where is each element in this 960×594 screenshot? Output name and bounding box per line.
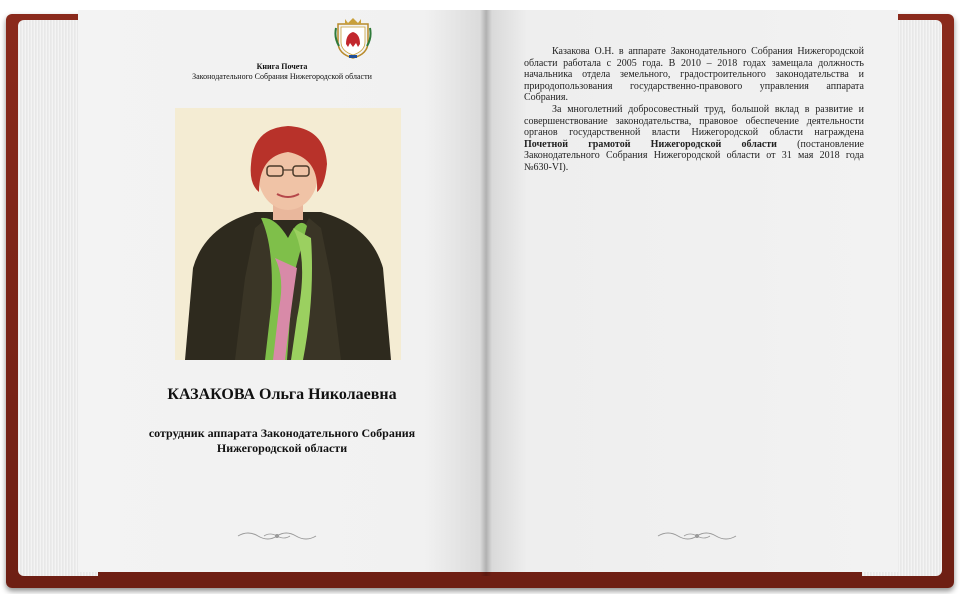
person-name: КАЗАКОВА Ольга Николаевна [167,386,397,403]
biography-paragraph-2 [524,104,864,174]
person-photo [175,108,401,360]
page-ornament-icon [234,528,320,544]
left-page [78,10,486,572]
book-subtitle: Законодательного Собрания Нижегородской области [192,72,372,81]
right-page [486,10,898,572]
award-intro: За многолетний добросовестный труд, большой вклад в развитие и совершенствование законодательства, правовое обеспечение деятельности органов государственной власти Нижегородской области награждена [524,103,864,139]
book-title: Книга Почета [256,62,308,71]
award-name: Почетной грамотой Нижегородской области [524,138,777,150]
page-ornament-icon [654,528,740,544]
person-position: сотрудник аппарата Законодательного Собрания Нижегородской области [148,426,416,455]
award-decree: (постановление Законодательного Собрания Нижегородской области от 31 мая 2018 года №630-VI). [524,138,864,173]
coat-of-arms-icon [334,16,372,60]
book-spine-shadow [480,10,492,576]
biography-paragraph-1: Казакова О.Н. в аппарате Законодательного Собрания Нижегородской области работала с 2005 года. В 2010 – 2018 годах замещала должность начальника отдела земельного, градостроительного законодательства и природопользования государственно-правового управления аппарата Собрания. [524,46,864,104]
open-book [6,10,954,588]
biography-text [524,46,864,174]
